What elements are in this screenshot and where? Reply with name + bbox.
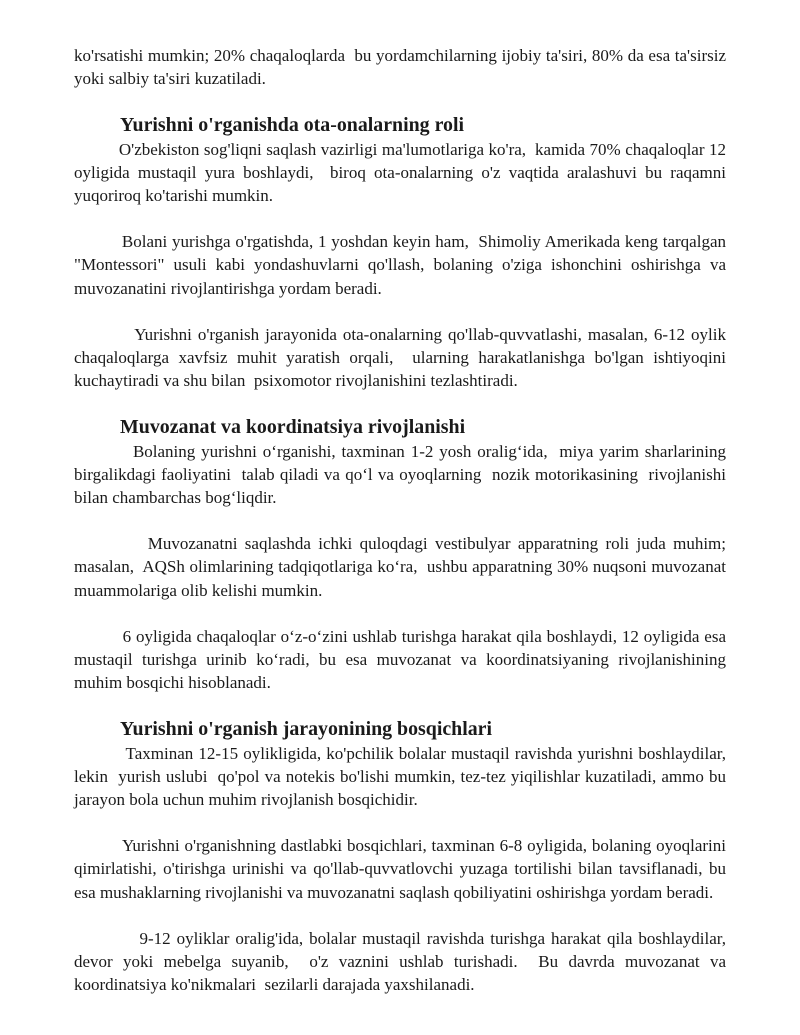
paragraph: Yurishni o'rganishning dastlabki bosqichlari, taxminan 6-8 oyligida, bolaning oyoqlarini qimirlatishi, o'tirishga urinishi va qo'llab-quvvatlovchi yuzaga tortilishi bilan tavsiflanadi, bu esa mushaklarning rivojlanishi va muvozanatni saqlash qobiliyatini oshirishga yordam beradi. xyxy=(74,836,731,902)
paragraph: Yurishni o'rganish jarayonida ota-onalarning qo'llab-quvvatlashi, masalan, 6-12 oylik chaqaloqlarga xavfsiz muhit yaratish orqali, ularning harakatlanishga bo'lgan ishtiyoqini kuchaytiradi va shu bilan psixomotor rivojlanishini tezlashtiradi. xyxy=(74,324,731,391)
paragraph: Taxminan 12-15 oylikligida, ko'pchilik bolalar mustaqil ravishda yurishni boshlaydilar, lekin yurish uslubi qo'pol va notekis bo'lishi mumkin, tez-tez yiqilishlar kuzatiladi, ammo bu jarayon bola uchun muhim rivojlanish bosqichidir. xyxy=(74,743,735,810)
section-heading: Yurishni o'rganish jarayonining bosqichlari xyxy=(120,718,493,741)
paragraph: 6 oyligida chaqaloqlar o‘z-o‘zini ushlab turishga harakat qila boshlaydi, 12 oyligida esa mustaqil turishga urinib ko‘radi, bu esa muvozanat va koordinatsiyaning rivojlanishining muhim bosqichi hisoblanadi. xyxy=(74,626,731,693)
document-page xyxy=(74,44,735,997)
paragraph: 9-12 oyliklar oralig'ida, bolalar mustaqil ravishda turishga harakat qila boshlaydilar, devor yoki mebelga suyanib, o'z vaznini ushlab turishadi. Bu davrda muvozanat va koordinatsiya ko'nikmalari sezilarli darajada yaxshilanadi. xyxy=(74,928,731,995)
section-heading: Muvozanat va koordinatsiya rivojlanishi xyxy=(120,416,466,439)
paragraph: O'zbekiston sog'liqni saqlash vazirligi ma'lumotlariga ko'ra, kamida 70% chaqaloqlar 12 oyligida mustaqil yura boshlaydi, biroq ota-onalarning o'z vaqtida aralashuvi bu raqamni yuqoriroq ko'tarishi mumkin. xyxy=(74,139,731,206)
paragraph: Bolani yurishga o'rgatishda, 1 yoshdan keyin ham, Shimoliy Amerikada keng tarqalgan "Montessori" usuli kabi yondashuvlarni qo'llash, bolaning o'ziga ishonchini oshirishga va muvozanatini rivojlantirishga yordam beradi. xyxy=(74,232,735,298)
paragraph: Bolaning yurishni o‘rganishi, taxminan 1-2 yosh oralig‘ida, miya yarim sharlarining birgalikdagi faoliyatini talab qiladi va qo‘l va oyoqlarning nozik motorikasining rivojlanishi bilan chambarchas bog‘liqdir. xyxy=(74,441,731,508)
paragraph: ko'rsatishi mumkin; 20% chaqaloqlarda bu yordamchilarning ijobiy ta'siri, 80% da esa ta'sirsiz yoki salbiy ta'siri kuzatiladi. xyxy=(74,46,731,89)
section-heading: Yurishni o'rganishda ota-onalarning roli xyxy=(120,114,465,137)
paragraph: Muvozanatni saqlashda ichki quloqdagi vestibulyar apparatning roli juda muhim; masalan, AQSh olimlarining tadqiqotlariga ko‘ra, ushbu apparatning 30% nuqsoni muvozanat muammolariga olib kelishi mumkin. xyxy=(74,534,731,600)
